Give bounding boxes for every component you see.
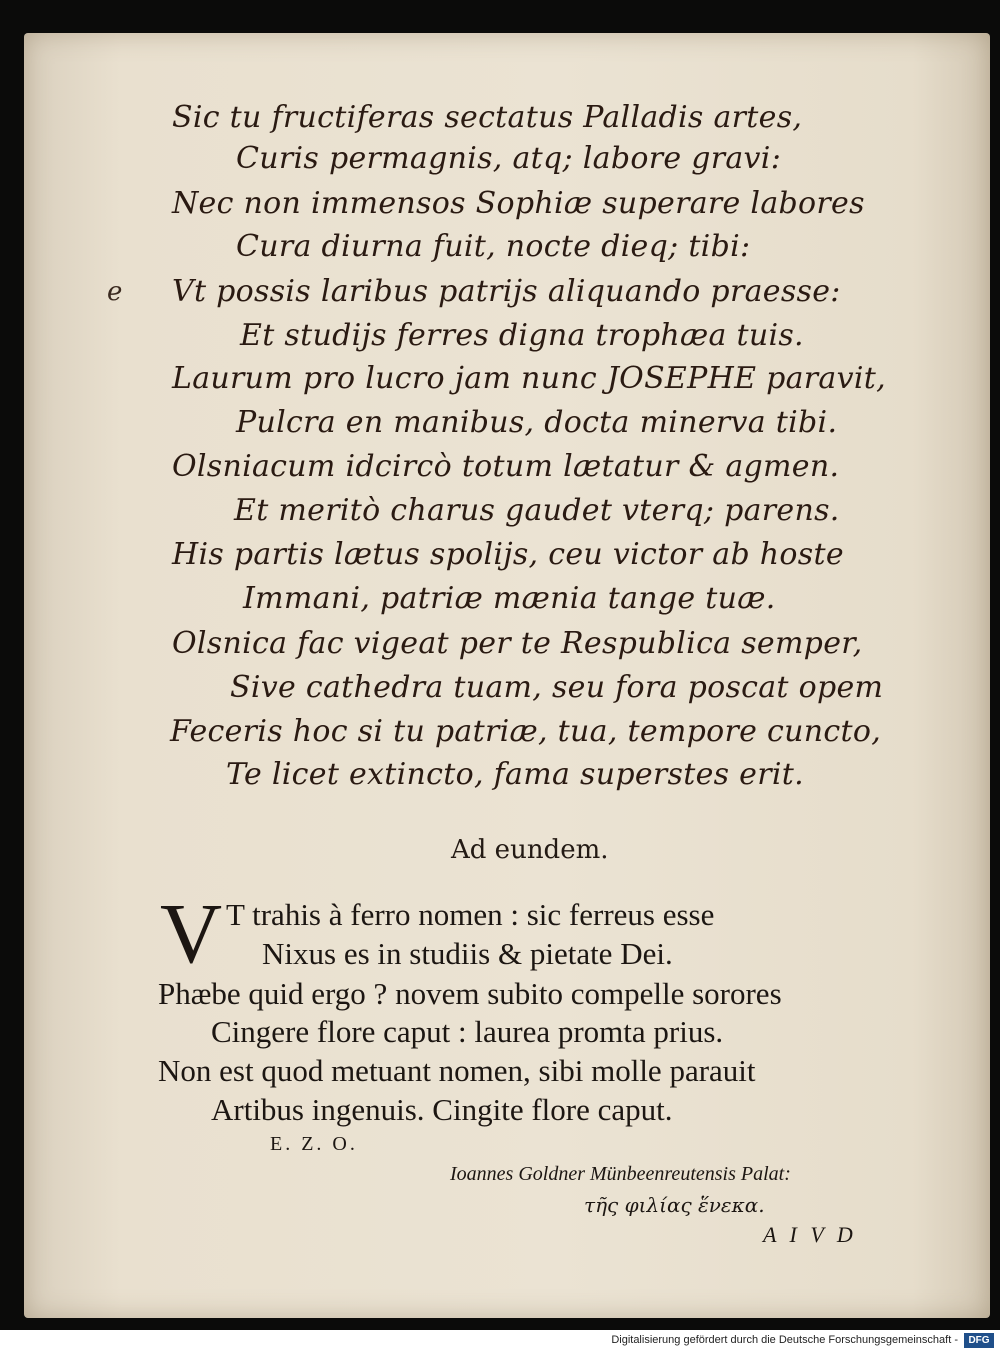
section-heading: Ad eundem.	[451, 835, 609, 865]
margin-mark: e	[107, 277, 123, 307]
poem-line: Olsniacum idcircò totum lætatur & agmen.	[172, 449, 840, 484]
poem-line: His partis lætus spolijs, ceu victor ab hoste	[172, 537, 844, 572]
poem-line: Feceris hoc si tu patriæ, tua, tempore cuncto,	[170, 714, 882, 749]
poem-line: Olsnica fac vigeat per te Respublica semper,	[172, 626, 863, 661]
drop-cap: V	[160, 885, 223, 981]
page-signature: A I V D	[763, 1222, 857, 1247]
poem-line: Pulcra en manibus, docta minerva tibi.	[236, 405, 838, 440]
dfg-logo: DFG	[964, 1333, 994, 1348]
poem-line: Nixus es in studiis & pietate Dei.	[262, 936, 673, 971]
poem-line: Et meritò charus gaudet vterq; parens.	[234, 493, 840, 528]
author-name: Ioannes Goldner Münbeenreutensis Palat:	[450, 1163, 791, 1185]
poem-line: T trahis à ferro nomen : sic ferreus esse	[226, 897, 715, 932]
poem-line: Vt possis laribus patrijs aliquando praesse:	[172, 274, 841, 309]
poem-line: Et studijs ferres digna trophæa tuis.	[240, 318, 804, 353]
poem-line: Artibus ingenuis. Cingite flore caput.	[211, 1092, 673, 1127]
poem-line: Sive cathedra tuam, seu fora poscat opem	[230, 670, 884, 705]
poem-line: Phæbe quid ergo ? novem subito compelle sorores	[158, 976, 782, 1011]
footer-bar	[0, 1330, 1000, 1352]
greek-dedication: τῆς φιλίας ἕνεκα.	[584, 1193, 765, 1217]
funding-note: Digitalisierung gefördert durch die Deutsche Forschungsgemeinschaft -	[611, 1334, 958, 1346]
author-initials: E. Z. O.	[270, 1133, 358, 1155]
poem-line: Cura diurna fuit, nocte dieq; tibi:	[236, 229, 751, 264]
poem-line: Nec non immensos Sophiæ superare labores	[172, 186, 865, 221]
poem-line: Non est quod metuant nomen, sibi molle parauit	[158, 1053, 756, 1088]
poem-line: Cingere flore caput : laurea promta prius.	[211, 1014, 724, 1049]
poem-line: Sic tu fructiferas sectatus Palladis artes,	[172, 100, 803, 135]
poem-line: Laurum pro lucro jam nunc JOSEPHE paravit,	[172, 361, 886, 396]
poem-line: Curis permagnis, atq; labore gravi:	[236, 141, 782, 176]
poem-line: Te licet extincto, fama superstes erit.	[226, 757, 804, 792]
poem-line: Immani, patriæ mænia tange tuæ.	[243, 581, 776, 616]
